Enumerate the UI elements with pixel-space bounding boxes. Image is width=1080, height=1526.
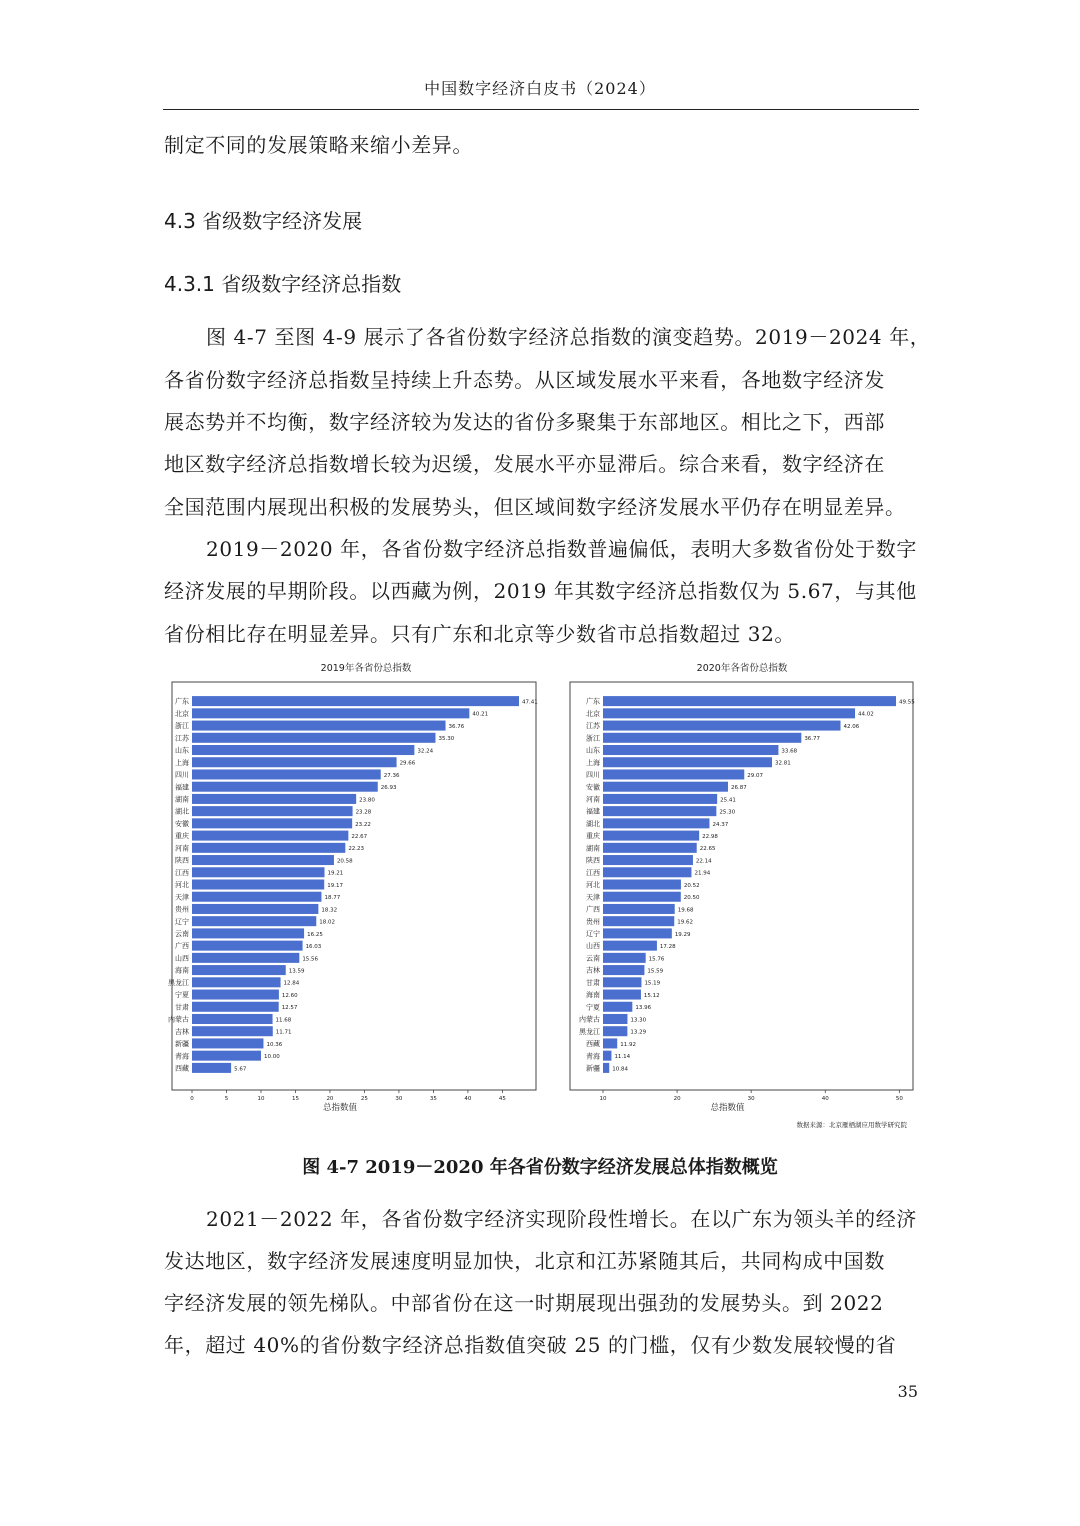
bar <box>603 953 646 963</box>
data-label: 26.93 <box>380 785 397 792</box>
paragraph-line: 发达地区，数字经济发展速度明显加快，北京和江苏紧随其后，共同构成中国数 <box>164 1249 885 1273</box>
category-label: 浙江 <box>586 734 600 743</box>
category-label: 广东 <box>175 697 189 706</box>
category-label: 西藏 <box>586 1040 600 1049</box>
data-label: 40.21 <box>472 711 489 718</box>
bar <box>192 721 446 731</box>
bar <box>192 1051 261 1061</box>
category-label: 河南 <box>586 795 600 804</box>
data-label: 24.37 <box>712 821 729 828</box>
x-tick-label: 10 <box>599 1096 607 1102</box>
bar <box>603 782 728 792</box>
data-label: 32.24 <box>417 748 434 755</box>
bar <box>192 965 286 975</box>
data-label: 18.77 <box>324 895 341 902</box>
bar <box>603 990 641 1000</box>
paragraph-line: 全国范围内展现出积极的发展势头，但区域间数字经济发展水平仍存在明显差异。 <box>164 495 906 519</box>
x-tick-label: 25 <box>360 1096 368 1102</box>
chart-title: 2019年各省份总指数 <box>320 663 412 674</box>
bar <box>603 892 681 902</box>
bar <box>603 928 672 938</box>
data-label: 22.65 <box>699 846 716 853</box>
data-label: 20.52 <box>683 882 700 889</box>
category-label: 四川 <box>175 771 189 780</box>
category-label: 北京 <box>586 709 600 718</box>
x-tick-label: 40 <box>821 1096 829 1102</box>
data-label: 18.02 <box>319 919 336 926</box>
data-label: 19.21 <box>327 870 344 877</box>
x-tick-label: 15 <box>291 1096 299 1102</box>
data-label: 21.94 <box>694 870 711 877</box>
data-label: 12.57 <box>281 1005 298 1012</box>
category-label: 天津 <box>586 893 600 902</box>
bar <box>192 1063 231 1073</box>
x-tick-label: 30 <box>395 1096 403 1102</box>
bar <box>603 733 801 743</box>
figure-4-7 <box>160 655 925 1135</box>
data-label: 36.77 <box>804 736 821 743</box>
bar <box>192 708 469 718</box>
data-label: 17.28 <box>659 944 676 951</box>
bar <box>603 904 675 914</box>
subsection-heading: 4.3.1 省级数字经济总指数 <box>164 272 402 296</box>
data-source: 数据来源：北京雁栖湖应用数学研究院 <box>796 1121 907 1129</box>
bar <box>603 879 681 889</box>
section-heading: 4.3 省级数字经济发展 <box>164 209 363 233</box>
bar <box>192 1002 279 1012</box>
page-number: 35 <box>897 1382 918 1401</box>
category-label: 辽宁 <box>175 917 189 926</box>
bar <box>603 977 641 987</box>
data-label: 5.67 <box>234 1066 247 1073</box>
bar <box>192 843 345 853</box>
category-label: 黑龙江 <box>168 978 189 987</box>
bar <box>192 1026 273 1036</box>
category-label: 内蒙古 <box>168 1015 189 1024</box>
bar <box>603 855 693 865</box>
category-label: 辽宁 <box>586 930 600 939</box>
category-label: 内蒙古 <box>579 1015 600 1024</box>
data-label: 23.22 <box>355 821 371 828</box>
data-label: 27.36 <box>383 772 400 779</box>
bar <box>192 757 397 767</box>
data-label: 33.68 <box>781 748 798 755</box>
category-label: 云南 <box>175 930 189 939</box>
category-label: 贵州 <box>586 917 600 926</box>
bar <box>192 977 281 987</box>
data-label: 44.02 <box>858 711 874 718</box>
category-label: 山东 <box>175 746 189 755</box>
data-label: 36.76 <box>448 723 465 730</box>
data-label: 13.96 <box>635 1005 652 1012</box>
data-label: 15.56 <box>302 956 319 963</box>
category-label: 青海 <box>586 1052 600 1061</box>
data-label: 15.12 <box>643 992 660 999</box>
data-label: 23.80 <box>359 797 375 804</box>
category-label: 黑龙江 <box>579 1027 600 1036</box>
category-label: 山东 <box>586 746 600 755</box>
category-label: 北京 <box>175 709 189 718</box>
category-label: 湖南 <box>175 795 189 804</box>
bar <box>192 916 316 926</box>
category-label: 海南 <box>175 966 189 975</box>
data-label: 26.87 <box>730 785 747 792</box>
data-label: 16.25 <box>307 931 323 938</box>
category-label: 江苏 <box>586 722 600 731</box>
bar <box>192 831 348 841</box>
category-label: 山西 <box>586 942 600 951</box>
bar <box>603 1014 627 1024</box>
bar <box>192 904 318 914</box>
category-label: 湖北 <box>175 807 189 816</box>
bar <box>603 965 644 975</box>
category-label: 山西 <box>175 954 189 963</box>
category-label: 吉林 <box>586 966 600 975</box>
data-label: 10.36 <box>266 1041 283 1048</box>
bar <box>603 916 674 926</box>
data-label: 19.29 <box>674 931 691 938</box>
category-label: 河南 <box>175 844 189 853</box>
data-label: 15.19 <box>644 980 661 987</box>
bar <box>192 794 356 804</box>
bar <box>192 953 299 963</box>
category-label: 云南 <box>586 954 600 963</box>
data-label: 19.62 <box>677 919 694 926</box>
data-label: 23.28 <box>355 809 372 816</box>
category-label: 江西 <box>175 868 189 877</box>
bar <box>192 867 324 877</box>
data-label: 13.59 <box>288 968 305 975</box>
category-label: 江西 <box>586 868 600 877</box>
bar <box>192 855 334 865</box>
category-label: 新疆 <box>586 1064 600 1073</box>
bar <box>603 831 699 841</box>
category-label: 广西 <box>175 942 189 951</box>
category-label: 宁夏 <box>175 991 189 1000</box>
data-label: 11.68 <box>275 1017 292 1024</box>
category-label: 青海 <box>175 1052 189 1061</box>
bar <box>603 941 657 951</box>
data-label: 22.14 <box>695 858 712 865</box>
data-label: 13.30 <box>630 1017 647 1024</box>
category-label: 甘肃 <box>586 978 600 987</box>
paragraph-line: 经济发展的早期阶段。以西藏为例，2019 年其数字经济总指数仅为 5.67，与其他 <box>164 579 917 603</box>
x-tick-label: 30 <box>747 1096 755 1102</box>
category-label: 福建 <box>586 807 600 816</box>
bar <box>603 1051 611 1061</box>
data-label: 42.06 <box>843 723 860 730</box>
paragraph-line: 2019－2020 年，各省份数字经济总指数普遍偏低，表明大多数省份处于数字 <box>206 537 917 561</box>
paragraph-line: 展态势并不均衡，数字经济较为发达的省份多聚集于东部地区。相比之下，西部 <box>164 410 885 434</box>
category-label: 广东 <box>586 697 600 706</box>
x-tick-label: 45 <box>498 1096 506 1102</box>
x-axis-label: 总指数值 <box>322 1103 358 1113</box>
category-label: 海南 <box>586 991 600 1000</box>
bar <box>603 708 855 718</box>
data-label: 15.76 <box>648 956 665 963</box>
category-label: 安徽 <box>175 819 189 828</box>
data-label: 22.67 <box>351 833 368 840</box>
bar <box>603 1063 609 1073</box>
bar <box>603 757 772 767</box>
category-label: 重庆 <box>175 832 189 841</box>
data-label: 20.50 <box>683 895 700 902</box>
bar <box>192 733 435 743</box>
bar <box>603 769 744 779</box>
bar <box>192 818 352 828</box>
bar <box>192 769 381 779</box>
category-label: 甘肃 <box>175 1003 189 1012</box>
paragraph-line: 字经济发展的领先梯队。中部省份在这一时期展现出强劲的发展势头。到 2022 <box>164 1291 884 1315</box>
bar <box>603 867 691 877</box>
data-label: 11.14 <box>614 1054 631 1061</box>
x-tick-label: 20 <box>673 1096 681 1102</box>
data-label: 11.92 <box>620 1041 636 1048</box>
category-label: 四川 <box>586 771 600 780</box>
category-label: 天津 <box>175 893 189 902</box>
category-label: 安徽 <box>586 783 600 792</box>
data-label: 10.84 <box>612 1066 628 1073</box>
bar <box>192 928 304 938</box>
data-label: 25.30 <box>719 809 736 816</box>
bar <box>192 1014 273 1024</box>
paragraph-line: 图 4-7 至图 4-9 展示了各省份数字经济总指数的演变趋势。2019－2024 年， <box>206 325 931 349</box>
x-axis-label: 总指数值 <box>710 1103 745 1113</box>
category-label: 河北 <box>175 881 189 890</box>
data-label: 22.98 <box>702 833 718 840</box>
bar <box>603 1002 632 1012</box>
paragraph-line: 省份相比存在明显差异。只有广东和北京等少数省市总指数超过 32。 <box>164 622 796 646</box>
data-label: 15.59 <box>647 968 664 975</box>
category-label: 福建 <box>175 783 189 792</box>
category-label: 新疆 <box>175 1040 189 1049</box>
bar <box>192 892 321 902</box>
x-tick-label: 40 <box>464 1096 472 1102</box>
bar <box>192 1038 263 1048</box>
data-label: 49.55 <box>899 699 915 706</box>
paragraph-line: 制定不同的发展策略来缩小差异。 <box>164 133 473 157</box>
bar <box>603 1038 617 1048</box>
bar <box>603 818 709 828</box>
data-label: 13.29 <box>630 1029 647 1036</box>
category-label: 广西 <box>586 905 600 914</box>
category-label: 重庆 <box>586 832 600 841</box>
figure-caption: 图 4-7 2019－2020 年各省份数字经济发展总体指数概览 <box>302 1157 778 1178</box>
bar <box>192 879 324 889</box>
data-label: 12.60 <box>281 992 298 999</box>
bar <box>603 794 717 804</box>
category-label: 西藏 <box>175 1064 189 1073</box>
paragraph-line: 年，超过 40%的省份数字经济总指数值突破 25 的门槛，仅有少数发展较慢的省 <box>164 1333 897 1357</box>
bar <box>192 696 519 706</box>
bar <box>603 806 716 816</box>
x-tick-label: 10 <box>257 1096 265 1102</box>
paragraph-line: 各省份数字经济总指数呈持续上升态势。从区域发展水平来看，各地数字经济发 <box>164 368 885 392</box>
data-label: 29.66 <box>399 760 416 767</box>
data-label: 32.81 <box>774 760 791 767</box>
header-rule <box>163 109 919 110</box>
category-label: 陕西 <box>175 856 189 865</box>
data-label: 10.00 <box>263 1054 280 1061</box>
data-label: 19.17 <box>327 882 343 889</box>
data-label: 47.41 <box>522 699 538 706</box>
x-tick-label: 5 <box>224 1096 229 1102</box>
data-label: 12.84 <box>283 980 300 987</box>
data-label: 19.68 <box>677 907 694 914</box>
bar <box>192 941 303 951</box>
category-label: 陕西 <box>586 856 600 865</box>
x-tick-label: 20 <box>326 1096 334 1102</box>
bar <box>603 696 896 706</box>
bar <box>603 745 778 755</box>
category-label: 吉林 <box>175 1027 189 1036</box>
category-label: 浙江 <box>175 722 189 731</box>
bar <box>603 1026 627 1036</box>
x-tick-label: 0 <box>190 1096 194 1102</box>
data-label: 11.71 <box>275 1029 292 1036</box>
category-label: 河北 <box>586 881 600 890</box>
category-label: 贵州 <box>175 905 189 914</box>
category-label: 湖北 <box>586 819 600 828</box>
bar <box>192 745 414 755</box>
x-tick-label: 50 <box>895 1096 903 1102</box>
running-header: 中国数字经济白皮书（2024） <box>424 79 656 98</box>
bar <box>603 843 697 853</box>
data-label: 35.30 <box>438 736 455 743</box>
bar <box>192 806 353 816</box>
category-label: 上海 <box>586 758 600 767</box>
bar <box>192 782 378 792</box>
x-tick-label: 35 <box>429 1096 437 1102</box>
paragraph-line: 地区数字经济总指数增长较为迟缓，发展水平亦显滞后。综合来看，数字经济在 <box>164 452 885 476</box>
bar <box>192 990 279 1000</box>
data-label: 22.23 <box>348 846 365 853</box>
chart-title: 2020年各省份总指数 <box>696 663 788 674</box>
paragraph-line: 2021－2022 年，各省份数字经济实现阶段性增长。在以广东为领头羊的经济 <box>206 1207 917 1231</box>
data-label: 16.03 <box>305 944 322 951</box>
data-label: 18.32 <box>321 907 338 914</box>
category-label: 江苏 <box>175 734 189 743</box>
data-label: 20.58 <box>336 858 353 865</box>
data-label: 25.41 <box>720 797 736 804</box>
data-label: 29.07 <box>747 772 764 779</box>
bar-charts <box>160 655 925 1135</box>
category-label: 湖南 <box>586 844 600 853</box>
category-label: 宁夏 <box>586 1003 600 1012</box>
bar <box>603 721 841 731</box>
category-label: 上海 <box>175 758 189 767</box>
